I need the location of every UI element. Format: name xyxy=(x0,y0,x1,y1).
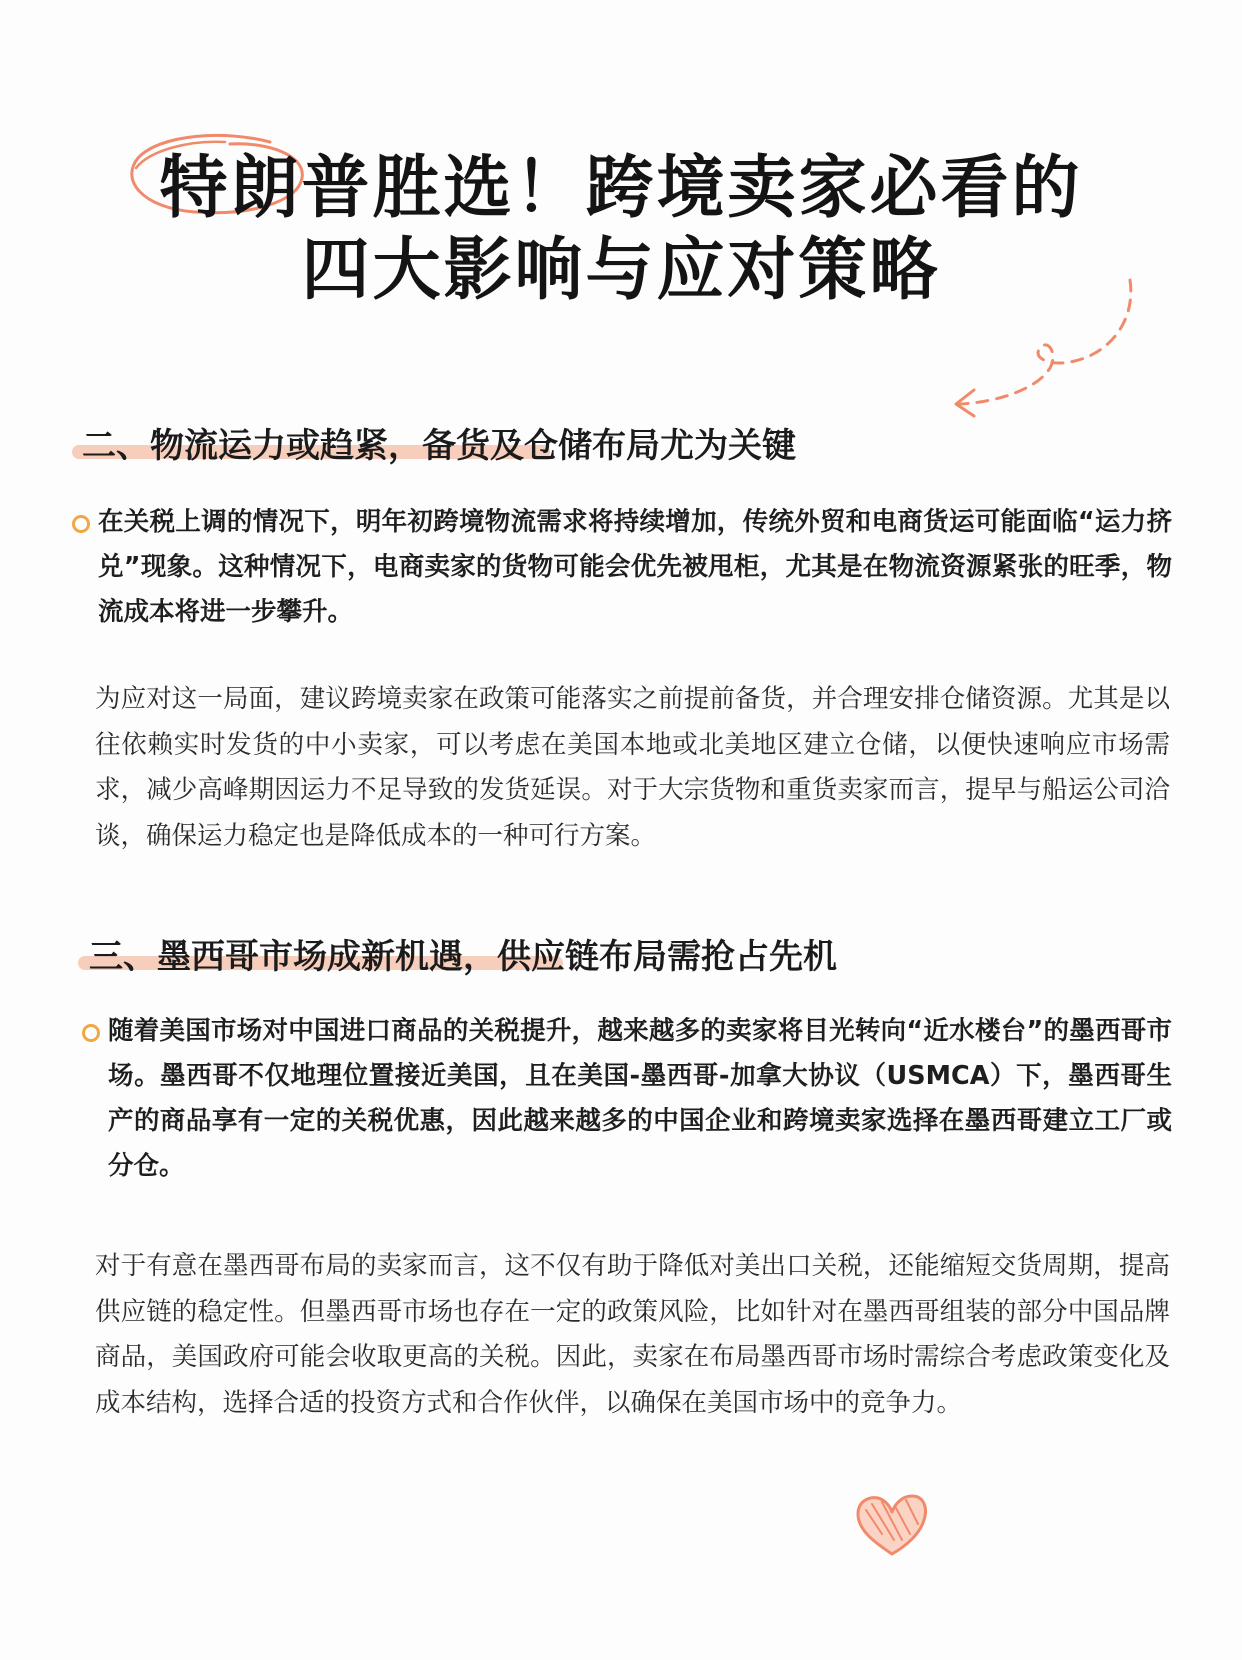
bullet-text: 在关税上调的情况下，明年初跨境物流需求将持续增加，传统外贸和电商货运可能面临“运力挤兑”现象。这种情况下，电商卖家的货物可能会优先被甩柜，尤其是在物流资源紧张的旺季，物流成本将进一步攀升。 xyxy=(98,507,1172,627)
bullet-ring-icon xyxy=(82,1024,100,1042)
page-title xyxy=(0,148,1242,312)
bullet-text: 随着美国市场对中国进口商品的关税提升，越来越多的卖家将目光转向“近水楼台”的墨西哥市场。墨西哥不仅地理位置接近美国，且在美国-墨西哥-加拿大协议（USMCA）下，墨西哥生产的商品享有一定的关税优惠，因此越来越多的中国企业和跨境卖家选择在墨西哥建立工厂或分仓。 xyxy=(108,1016,1172,1181)
scribble-heart-icon xyxy=(852,1490,932,1560)
paragraph: 对于有意在墨西哥布局的卖家而言，这不仅有助于降低对美出口关税，还能缩短交货周期，提高供应链的稳定性。但墨西哥市场也存在一定的政策风险，比如针对在墨西哥组装的部分中国品牌商品，美国政府可能会收取更高的关税。因此，卖家在布局墨西哥市场时需综合考虑政策变化及成本结构，选择合适的投资方式和合作伙伴，以确保在美国市场中的竞争力。 xyxy=(95,1251,1170,1418)
paragraph: 为应对这一局面，建议跨境卖家在政策可能落实之前提前备货，并合理安排仓储资源。尤其是以往依赖实时发货的中小卖家，可以考虑在美国本地或北美地区建立仓储，以便快速响应市场需求，减少高峰期因运力不足导致的发货延误。对于大宗货物和重货卖家而言，提早与船运公司洽谈，确保运力稳定也是降低成本的一种可行方案。 xyxy=(95,684,1170,851)
bullet-item xyxy=(72,500,1172,635)
bullet-item xyxy=(82,1009,1172,1189)
section-heading: 二、物流运力或趋紧，备货及仓储布局尤为关键 xyxy=(82,426,796,466)
title-line-1: 特朗普胜选！跨境卖家必看的 xyxy=(159,149,1083,228)
title-line-2: 四大影响与应对策略 xyxy=(301,231,941,310)
section-heading: 三、墨西哥市场成新机遇，供应链布局需抢占先机 xyxy=(89,937,837,977)
bullet-ring-icon xyxy=(72,515,90,533)
